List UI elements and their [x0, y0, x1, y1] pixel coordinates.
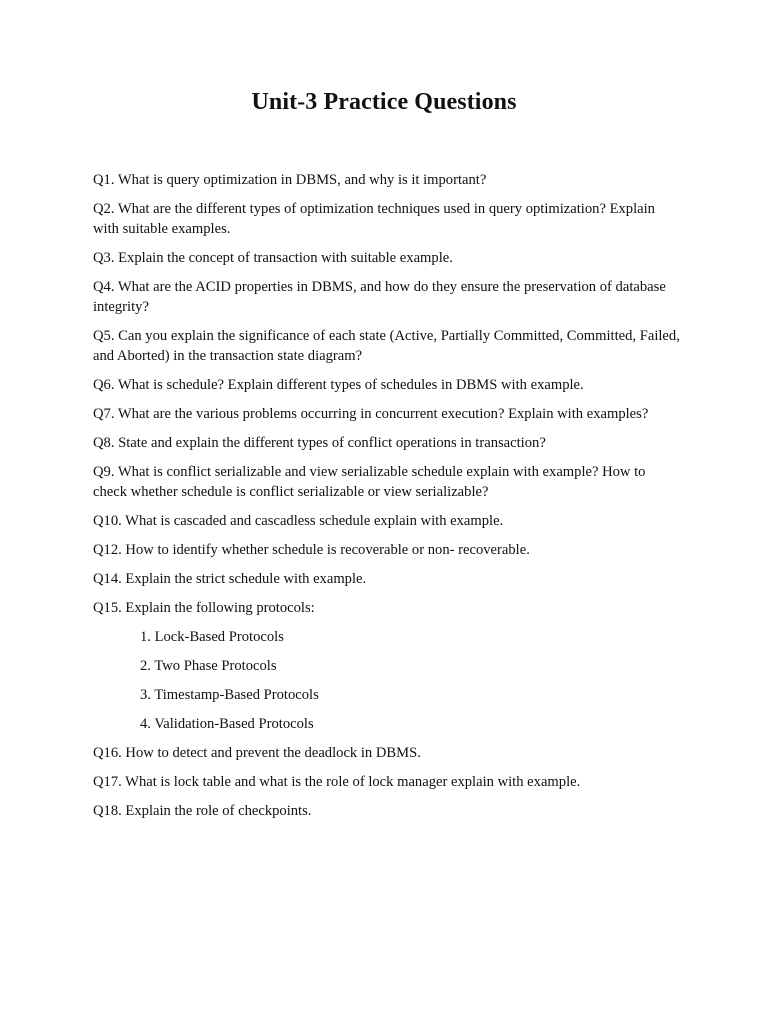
question-q1: Q1. What is query optimization in DBMS, and why is it important?: [93, 172, 487, 188]
question-q3: Q3. Explain the concept of transaction with suitable example.: [93, 250, 453, 266]
question-q12: Q12. How to identify whether schedule is recoverable or non- recoverable.: [93, 542, 530, 558]
question-q10: Q10. What is cascaded and cascadless schedule explain with example.: [93, 513, 504, 529]
question-q8: Q8. State and explain the different types of conflict operations in transaction?: [93, 435, 546, 451]
question-q5: Q5. Can you explain the significance of each state (Active, Partially Committed, Committed, Failed, and Aborted) in the transaction state diagram?: [93, 328, 680, 364]
protocol-item: 2. Two Phase Protocols: [140, 658, 277, 674]
question-q2: Q2. What are the different types of optimization techniques used in query optimization? Explain with suitable examples.: [93, 201, 655, 237]
question-q16: Q16. How to detect and prevent the deadlock in DBMS.: [93, 745, 421, 761]
protocol-item: 4. Validation-Based Protocols: [140, 716, 314, 732]
protocol-item: 3. Timestamp-Based Protocols: [140, 687, 319, 703]
question-q6: Q6. What is schedule? Explain different types of schedules in DBMS with example.: [93, 377, 584, 393]
protocol-item: 1. Lock-Based Protocols: [140, 629, 284, 645]
question-list: [93, 170, 683, 830]
question-q4: Q4. What are the ACID properties in DBMS, and how do they ensure the preservation of database integrity?: [93, 279, 666, 315]
question-q18: Q18. Explain the role of checkpoints.: [93, 803, 312, 819]
page-title: Unit-3 Practice Questions: [251, 89, 517, 115]
question-q14: Q14. Explain the strict schedule with example.: [93, 571, 367, 587]
question-q17: Q17. What is lock table and what is the role of lock manager explain with example.: [93, 774, 581, 790]
protocol-list: [93, 627, 683, 734]
question-q7: Q7. What are the various problems occurring in concurrent execution? Explain with examples?: [93, 406, 649, 422]
question-q9: Q9. What is conflict serializable and view serializable schedule explain with example? How to check whether schedule is conflict serializable or view serializable?: [93, 464, 646, 500]
question-q15: Q15. Explain the following protocols:: [93, 600, 315, 616]
